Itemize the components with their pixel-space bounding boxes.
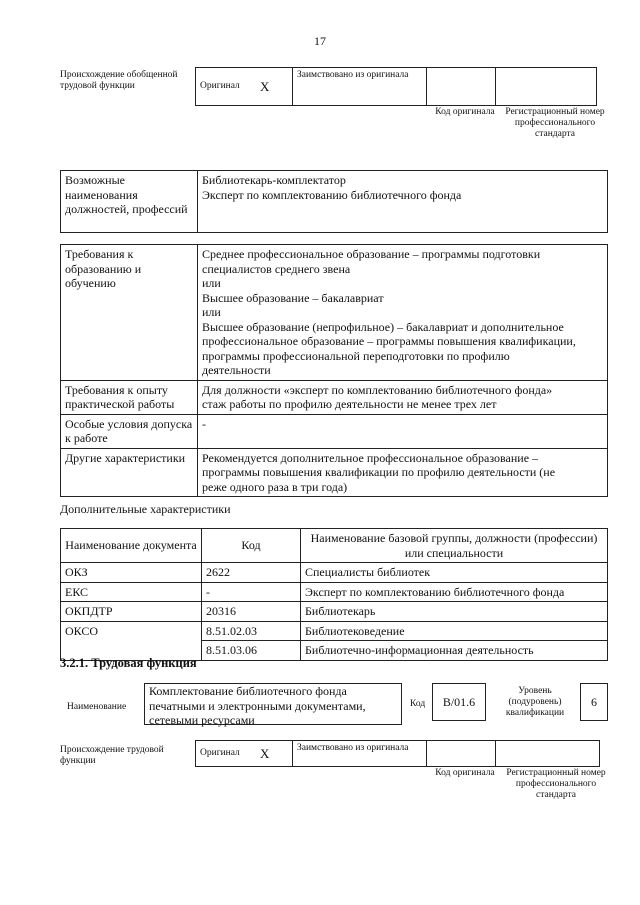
group-cell: Специалисты библиотек (301, 563, 608, 583)
req-other-label: Другие характеристики (61, 448, 198, 497)
header-group: Наименование базовой группы, должности (профессии) или специальности (301, 529, 608, 563)
req-line: или (202, 276, 221, 290)
req-line: Для должности «эксперт по комплектованию библиотечного фонда» (202, 382, 553, 397)
req-experience-label: Требования к опыту практической работы (61, 380, 198, 414)
req-line: деятельности (202, 363, 271, 377)
req-line: Высшее образование (непрофильное) – бакалавриат и дополнительное (202, 319, 564, 334)
code-cell: 2622 (202, 563, 301, 583)
req-line: программы повышения квалификации по профилю деятельности (не (202, 465, 556, 479)
positions-label: Возможные наименования должностей, профессий (61, 171, 198, 233)
position-2: Эксперт по комплектованию библиотечного фонда (202, 187, 462, 202)
requirements-table (60, 244, 608, 497)
level-value: 6 (580, 683, 608, 721)
doc-cell: ОКЗ (61, 563, 202, 583)
req-conditions-label: Особые условия допуска к работе (61, 414, 198, 448)
req-line: стаж работы по профилю деятельности не менее трех лет (202, 397, 497, 411)
table-row (61, 563, 608, 583)
code-cell: - (202, 582, 301, 602)
table-row (61, 621, 608, 641)
reg-number-cell (496, 68, 597, 106)
positions-table (60, 170, 608, 233)
origin-table (195, 67, 597, 106)
code-cell: 8.51.03.06 (202, 641, 301, 661)
section-title: 3.2.1. Трудовая функция (60, 656, 197, 670)
code-value: B/01.6 (432, 683, 486, 721)
group-cell: Библиотечно-информационная деятельность (301, 641, 608, 661)
original-code-cell (427, 68, 496, 106)
additional-title: Дополнительные характеристики (60, 502, 231, 516)
req-education-label: Требования к образованию и обучению (61, 245, 198, 381)
name-value: Комплектование библиотечного фонда печатными и электронными документами, сетевыми ресурсами (144, 683, 402, 725)
group-cell: Библиотековедение (301, 621, 608, 641)
doc-cell: ОКПДТР (61, 602, 202, 622)
code-cell: 8.51.02.03 (202, 621, 301, 641)
table-row (61, 582, 608, 602)
origin-label: Происхождение обобщенной трудовой функции (60, 70, 178, 91)
req-line: Высшее образование – бакалавриат (202, 290, 384, 305)
req-line: Среднее профессиональное образование – программы подготовки (202, 247, 541, 261)
header-code: Код (202, 529, 301, 563)
reg-number-cell (496, 741, 600, 767)
doc-cell: ОКСО (61, 621, 202, 641)
borrowed-label: Заимствовано из оригинала (293, 68, 427, 106)
req-line: реже одного раза в три года) (202, 479, 348, 494)
position-1: Библиотекарь-комплектатор (202, 173, 346, 187)
level-label: Уровень (подуровень) квалификации (505, 686, 565, 718)
group-cell: Эксперт по комплектованию библиотечного фонда (301, 582, 608, 602)
group-cell: Библиотекарь (301, 602, 608, 622)
code-caption: Код оригинала (435, 107, 495, 117)
doc-cell: ЕКС (61, 582, 202, 602)
borrowed-label: Заимствовано из оригинала (293, 741, 427, 767)
req-line: или (202, 305, 221, 319)
page-number: 17 (314, 34, 326, 48)
header-document: Наименование документа (61, 529, 202, 563)
code-cell: 20316 (202, 602, 301, 622)
req-line: - (202, 416, 206, 431)
additional-table (60, 528, 608, 661)
original-code-cell (427, 741, 496, 767)
code-label: Код (410, 699, 426, 709)
origin-label-2: Происхождение трудовой функции (60, 745, 164, 766)
origin-table-2 (195, 740, 600, 767)
req-line: Рекомендуется дополнительное профессиональное образование – (202, 450, 539, 465)
reg-caption-2: Регистрационный номер профессионального стандарта (506, 768, 606, 800)
original-label: Оригинал (196, 741, 257, 767)
name-label: Наименование (67, 702, 127, 712)
table-row (61, 602, 608, 622)
req-line: программы профессиональной переподготовки по профилю (202, 348, 510, 363)
original-label: Оригинал (196, 68, 257, 106)
req-line: профессиональное образование – программы повышения квалификации, (202, 334, 576, 348)
original-mark: X (256, 68, 293, 106)
reg-caption: Регистрационный номер профессионального стандарта (505, 107, 605, 139)
code-caption-2: Код оригинала (435, 768, 495, 778)
original-mark: X (256, 741, 293, 767)
req-line: специалистов среднего звена (202, 261, 351, 276)
